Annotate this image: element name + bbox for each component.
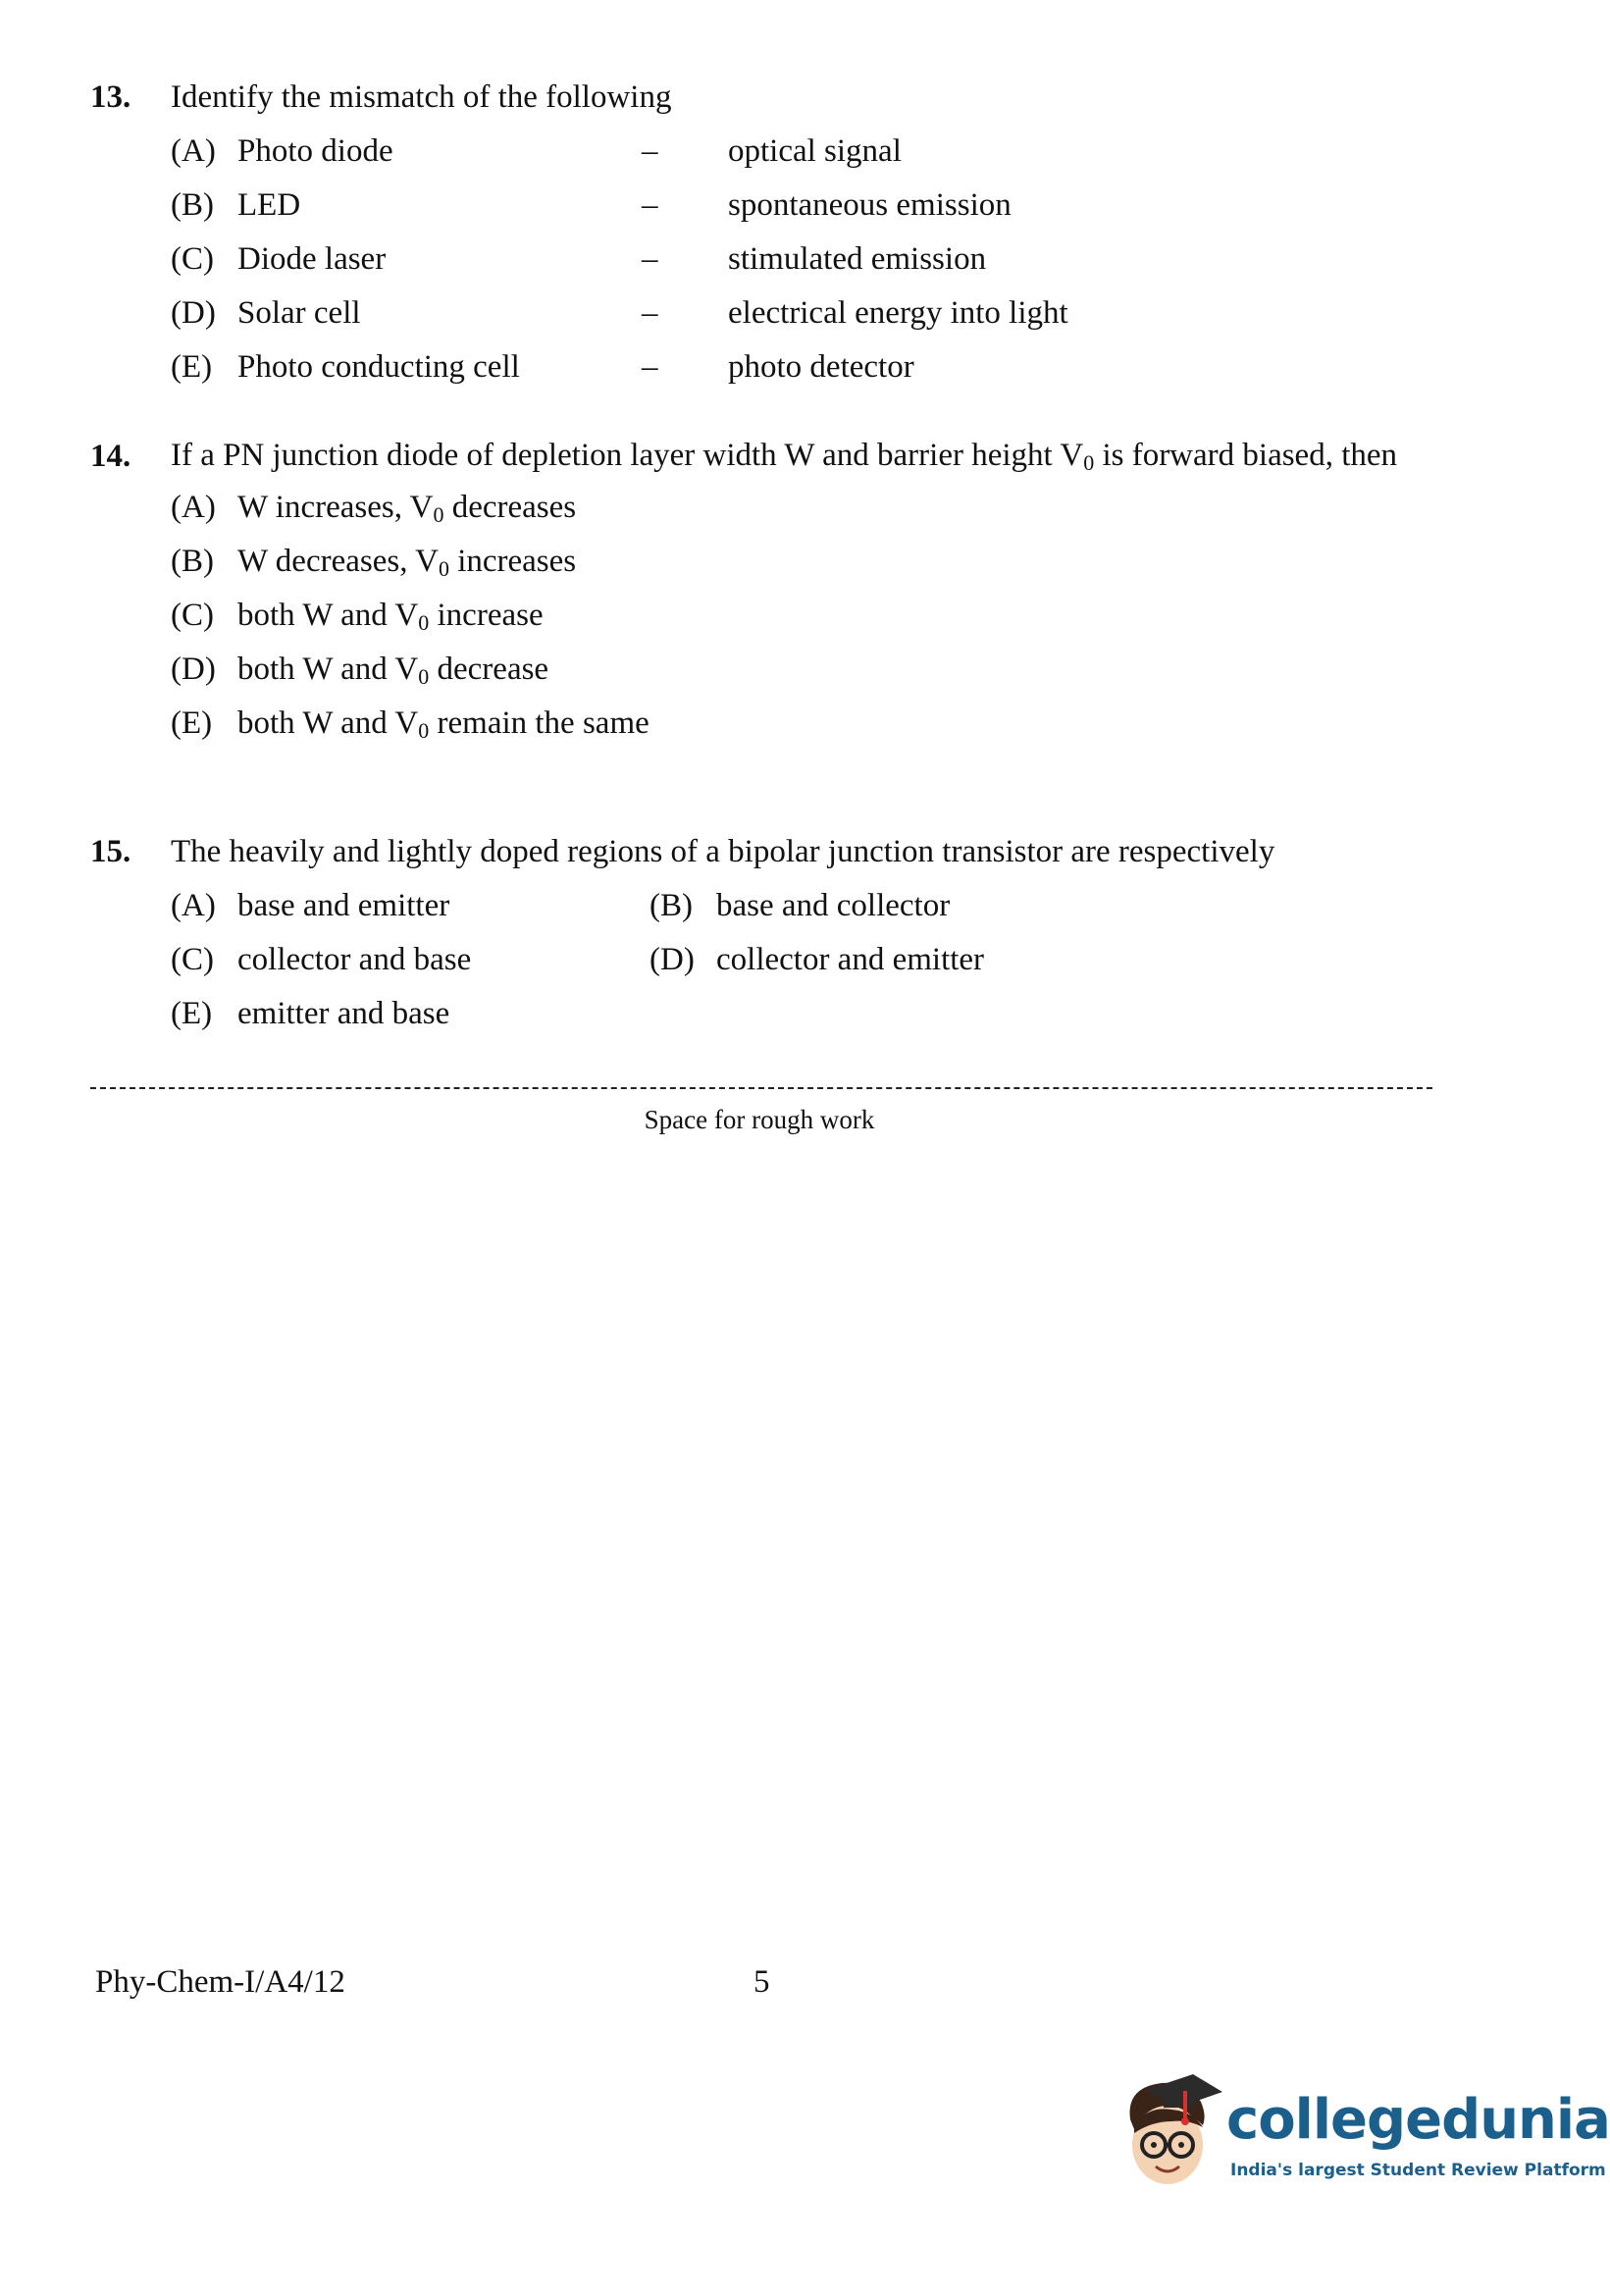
match-left: Photo conducting cell (237, 349, 520, 385)
match-right: electrical energy into light (728, 295, 1068, 331)
option-label: (E) (171, 705, 213, 741)
match-right: stimulated emission (728, 241, 987, 277)
option-text: decreases (443, 490, 577, 525)
dash: – (642, 241, 658, 277)
subscript: 0 (418, 664, 430, 689)
option-label: (C) (171, 942, 214, 977)
option-e (171, 993, 449, 1034)
match-left: Photo diode (237, 133, 393, 169)
option-a (171, 487, 1436, 541)
paper-code: Phy-Chem-I/A4/12 (95, 1964, 345, 2000)
option-d (171, 292, 1436, 346)
dash: – (642, 187, 658, 223)
option-text: base and collector (716, 888, 951, 923)
option-d (649, 939, 984, 980)
question-number: 15. (90, 834, 131, 869)
option-label: (C) (171, 241, 214, 277)
question-text: The heavily and lightly doped regions of a bipolar junction transistor are respectively (171, 834, 1275, 869)
option-label: (B) (171, 187, 214, 223)
option-text: both W and V (237, 598, 419, 633)
collegedunia-logo (1117, 2068, 1610, 2196)
dash: – (642, 133, 658, 169)
option-row (171, 939, 1436, 993)
option-e (171, 346, 1436, 400)
option-text: both W and V (237, 652, 419, 687)
option-text: emitter and base (237, 996, 450, 1031)
option-a (171, 885, 449, 926)
match-left: Solar cell (237, 295, 361, 331)
option-text: W increases, V (237, 490, 434, 525)
question-number: 13. (90, 79, 131, 115)
mascot-icon (1117, 2068, 1226, 2196)
question-text: Identify the mismatch of the following (171, 79, 672, 115)
option-label: (D) (171, 295, 216, 331)
option-text: increase (429, 598, 544, 633)
option-list (171, 885, 1436, 1047)
match-left: LED (237, 187, 301, 223)
match-right: optical signal (728, 133, 902, 169)
option-c (171, 238, 1436, 292)
question-text-b: is forward biased, then (1094, 438, 1398, 473)
option-e (171, 703, 1436, 757)
match-list (171, 130, 1436, 400)
option-c (171, 595, 1436, 649)
option-b (649, 885, 950, 926)
option-row (171, 993, 1436, 1047)
option-label: (E) (171, 349, 213, 385)
question-number: 14. (90, 439, 131, 474)
option-label: (D) (171, 652, 216, 687)
option-text: remain the same (429, 705, 649, 741)
option-list (171, 487, 1436, 757)
option-text: base and emitter (237, 888, 450, 923)
option-label: (A) (171, 490, 216, 525)
logo-wordmark: collegedunia (1226, 2088, 1610, 2152)
match-right: photo detector (728, 349, 914, 385)
option-label: (B) (171, 544, 214, 579)
match-left: Diode laser (237, 241, 387, 277)
option-label: (A) (171, 888, 216, 923)
option-b (171, 184, 1436, 238)
option-d (171, 649, 1436, 703)
question-text-a: If a PN junction diode of depletion layer width W and barrier height V (171, 438, 1084, 473)
option-text: decrease (429, 652, 549, 687)
question-14 (90, 436, 1436, 757)
question-15 (90, 831, 1436, 1047)
option-label: (B) (649, 888, 693, 923)
option-label: (C) (171, 598, 214, 633)
option-label: (A) (171, 133, 216, 169)
option-text: both W and V (237, 705, 419, 741)
option-b (171, 541, 1436, 595)
question-text (171, 436, 1436, 475)
option-text: increases (448, 544, 577, 579)
match-right: spontaneous emission (728, 187, 1012, 223)
dash: – (642, 349, 658, 385)
option-label: (E) (171, 996, 213, 1031)
logo-tagline: India's largest Student Review Platform (1230, 2161, 1606, 2180)
option-label: (D) (649, 942, 695, 977)
option-a (171, 130, 1436, 184)
dash: – (642, 295, 658, 331)
question-13 (90, 77, 1436, 400)
option-c (171, 939, 471, 980)
subscript: 0 (438, 556, 449, 581)
rough-work-divider (90, 1087, 1432, 1089)
page-number: 5 (753, 1964, 770, 2000)
subscript: 0 (433, 502, 444, 527)
rough-work-label: Space for rough work (644, 1105, 875, 1134)
option-text: collector and base (237, 942, 472, 977)
subscript: 0 (418, 718, 430, 743)
option-text: collector and emitter (716, 942, 985, 977)
option-text: W decreases, V (237, 544, 439, 579)
option-row (171, 885, 1436, 939)
subscript: 0 (418, 610, 430, 635)
subscript: 0 (1083, 450, 1095, 475)
